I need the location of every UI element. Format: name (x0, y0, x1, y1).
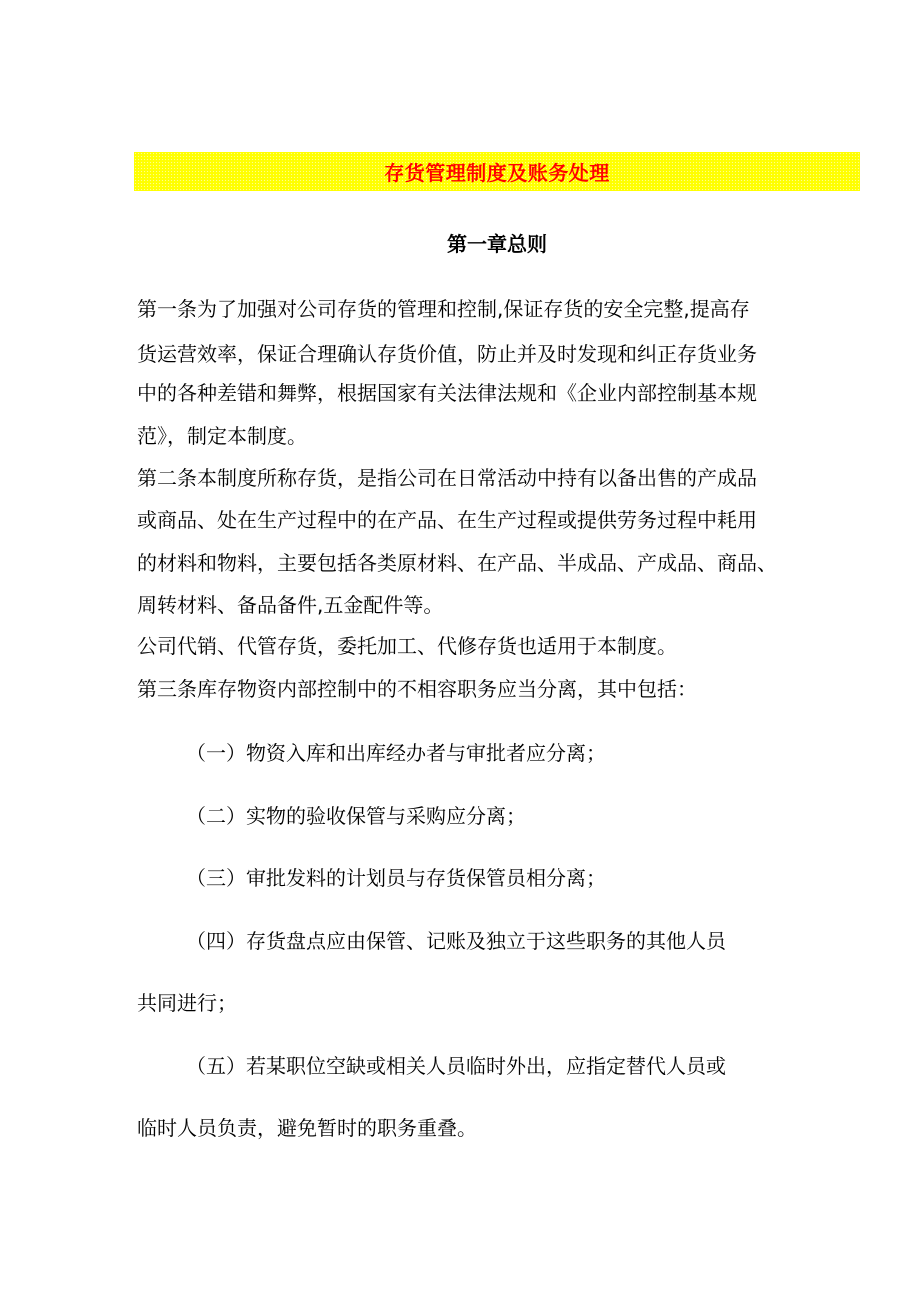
chapter-title: 第一章总则 (447, 232, 547, 256)
article1-line2: 货运营效率，保证合理确认存货价值，防止并及时发现和纠正存货业务 (137, 342, 757, 366)
article2-line5: 公司代销、代管存货，委托加工、代修存货也适用于本制度。 (137, 634, 677, 658)
article2-line2: 或商品、处在生产过程中的在产品、在生产过程或提供劳务过程中耗用 (137, 508, 757, 532)
article3-intro: 第三条库存物资内部控制中的不相容职务应当分离，其中包括： (137, 677, 697, 701)
article3-item4-line1: （四）存货盘点应由保管、记账及独立于这些职务的其他人员 (186, 929, 726, 953)
article3-item4-line2: 共同进行； (137, 991, 237, 1015)
article3-item5-line1: （五）若某职位空缺或相关人员临时外出，应指定替代人员或 (186, 1054, 726, 1078)
article1-line4: 范》，制定本制度。 (137, 424, 307, 448)
article3-item2: （二）实物的验收保管与采购应分离； (186, 804, 526, 828)
article3-item1: （一）物资入库和出库经办者与审批者应分离； (186, 741, 606, 765)
article1-line1: 第一条为了加强对公司存货的管理和控制,保证存货的安全完整,提高存 (137, 297, 750, 321)
document-title: 存货管理制度及账务处理 (384, 161, 610, 185)
article3-item3: （三）审批发料的计划员与存货保管员相分离； (186, 866, 606, 890)
article2-line4: 周转材料、备品备件,五金配件等。 (137, 593, 444, 617)
article2-line1: 第二条本制度所称存货，是指公司在日常活动中持有以备出售的产成品 (137, 466, 757, 490)
article1-line3: 中的各种差错和舞弊，根据国家有关法律法规和《企业内部控制基本规 (137, 381, 757, 405)
article3-item5-line2: 临时人员负责，避免暂时的职务重叠。 (137, 1116, 477, 1140)
title-highlight-bar (134, 152, 860, 191)
article2-line3: 的材料和物料，主要包括各类原材料、在产品、半成品、产成品、商品、 (137, 551, 777, 575)
